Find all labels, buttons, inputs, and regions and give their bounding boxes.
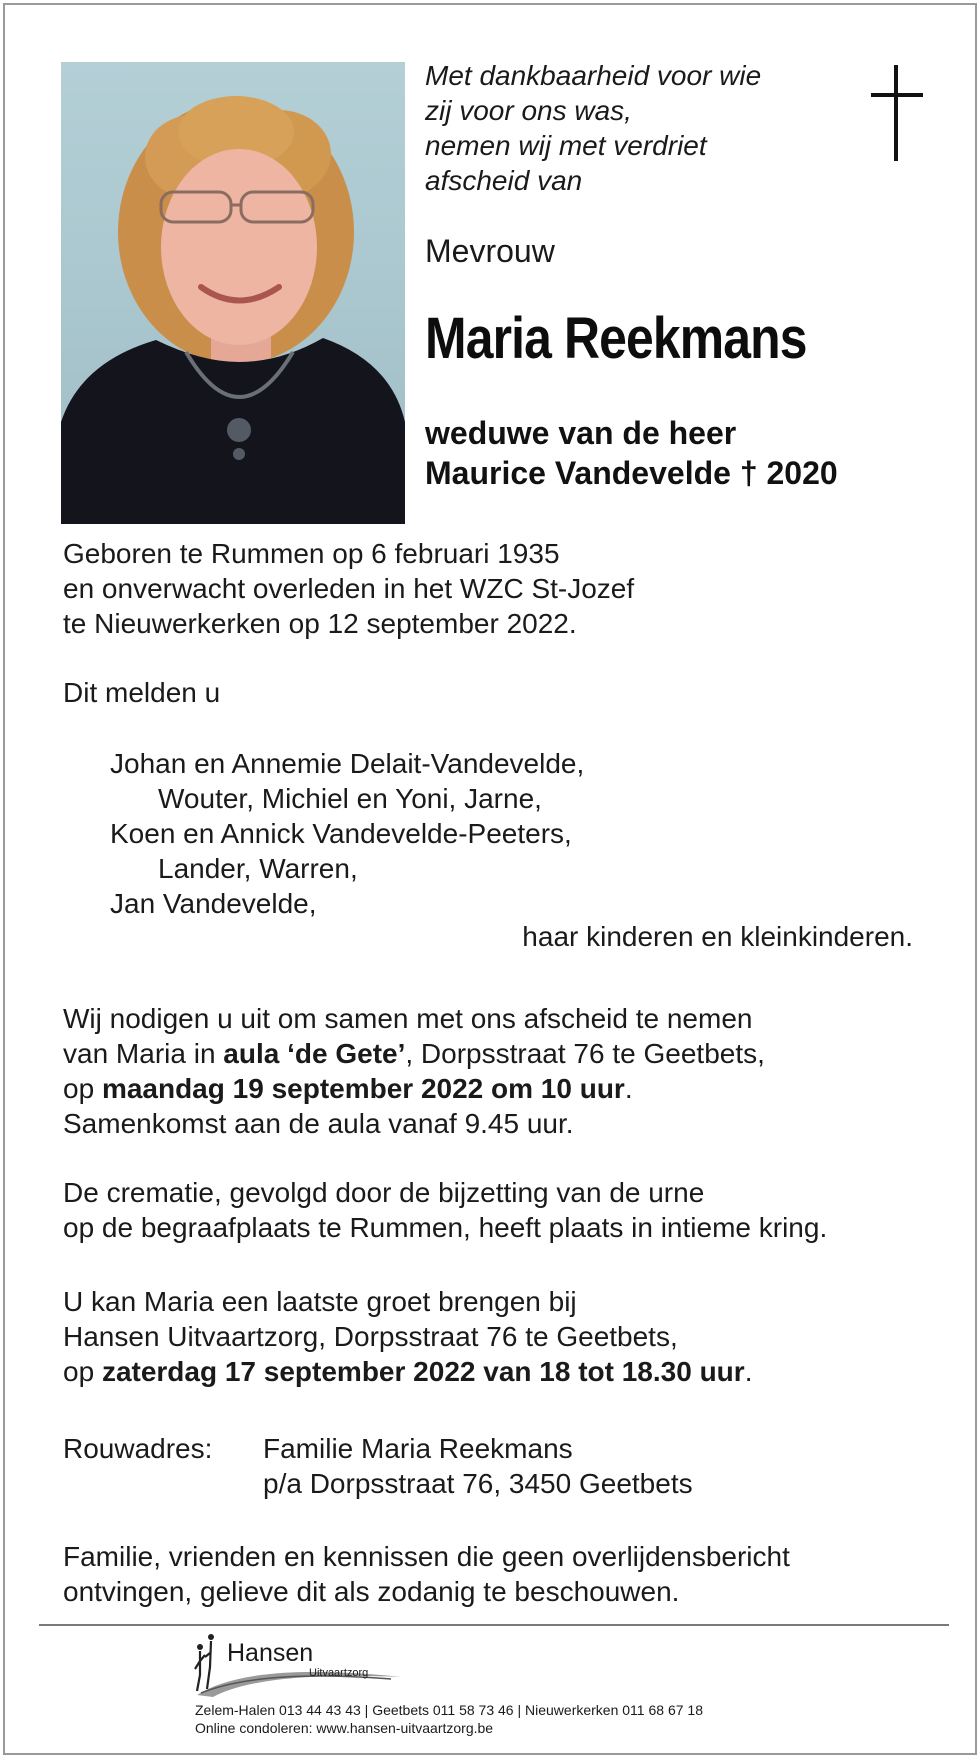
closing-note xyxy=(63,1539,790,1609)
intro-line: afscheid van xyxy=(425,165,583,196)
ceremony-text: . xyxy=(624,1073,633,1104)
address-label: Rouwadres: xyxy=(63,1433,213,1464)
ceremony-datetime: maandag 19 september 2022 om 10 uur xyxy=(101,1073,625,1104)
online-condolence-link[interactable]: Online condoleren: www.hansen-uitvaartzorg.be xyxy=(195,1720,494,1736)
spouse-info xyxy=(425,413,838,493)
ceremony-text: van Maria in xyxy=(63,1038,224,1069)
footer-contacts xyxy=(195,1701,703,1737)
ceremony-line xyxy=(63,1071,765,1106)
birth-death-details xyxy=(63,536,634,641)
visit-datetime: zaterdag 17 september 2022 van 18 tot 18.30 uur xyxy=(101,1356,745,1387)
family-member: Jan Vandevelde, xyxy=(110,888,317,919)
visit-text: . xyxy=(744,1356,753,1387)
family-member: Koen en Annick Vandevelde-Peeters, xyxy=(110,818,572,849)
intro-line: zij voor ons was, xyxy=(425,95,632,126)
ceremony-line xyxy=(63,1036,765,1071)
family-member: Wouter, Michiel en Yoni, Jarne, xyxy=(158,783,542,814)
address-lines xyxy=(263,1431,693,1501)
contact-phones: Zelem-Halen 013 44 43 43 | Geetbets 011 58 73 46 | Nieuwerkerken 011 68 67 18 xyxy=(195,1702,703,1718)
obituary-card xyxy=(3,3,977,1755)
spouse-line: Maurice Vandevelde † 2020 xyxy=(425,455,838,491)
footer-divider xyxy=(39,1624,949,1626)
cremation-line: De crematie, gevolgd door de bijzetting van de urne xyxy=(63,1177,705,1208)
ceremony-text: op xyxy=(63,1073,102,1104)
portrait-photo xyxy=(61,62,405,524)
ceremony-venue: aula ‘de Gete’ xyxy=(223,1038,406,1069)
intro-text xyxy=(425,58,845,198)
logo-name: Hansen xyxy=(227,1639,314,1667)
cremation-line: op de begraafplaats te Rummen, heeft plaats in intieme kring. xyxy=(63,1212,828,1243)
visit-line: U kan Maria een laatste groet brengen bij xyxy=(63,1286,577,1317)
deceased-name: Maria Reekmans xyxy=(425,306,807,371)
salutation: Mevrouw xyxy=(425,233,555,269)
closing-line: Familie, vrienden en kennissen die geen overlijdensbericht xyxy=(63,1541,790,1572)
ceremony-line: Samenkomst aan de aula vanaf 9.45 uur. xyxy=(63,1108,574,1139)
address-line: Familie Maria Reekmans xyxy=(263,1433,573,1464)
ceremony-text: , Dorpsstraat 76 te Geetbets, xyxy=(405,1038,765,1069)
family-member: Johan en Annemie Delait-Vandevelde, xyxy=(110,748,585,779)
visit-line: Hansen Uitvaartzorg, Dorpsstraat 76 te Geetbets, xyxy=(63,1321,678,1352)
intro-line: Met dankbaarheid voor wie xyxy=(425,60,762,91)
visit-text: op xyxy=(63,1356,102,1387)
announce-text: Dit melden u xyxy=(63,677,221,708)
family-list xyxy=(110,746,584,921)
visit-details xyxy=(63,1284,752,1389)
spouse-line: weduwe van de heer xyxy=(425,415,737,451)
visit-line xyxy=(63,1354,752,1389)
logo-subtitle: Uitvaartzorg xyxy=(309,1667,369,1679)
cross-icon xyxy=(867,65,927,165)
birth-line: en onverwacht overleden in het WZC St-Jozef xyxy=(63,573,635,604)
birth-line: Geboren te Rummen op 6 februari 1935 xyxy=(63,538,560,569)
intro-line: nemen wij met verdriet xyxy=(425,130,707,161)
cremation-details xyxy=(63,1175,827,1245)
ceremony-line: Wij nodigen u uit om samen met ons afscheid te nemen xyxy=(63,1003,753,1034)
family-member: Lander, Warren, xyxy=(158,853,358,884)
address-line: p/a Dorpsstraat 76, 3450 Geetbets xyxy=(263,1468,693,1499)
birth-line: te Nieuwerkerken op 12 september 2022. xyxy=(63,608,577,639)
closing-line: ontvingen, gelieve dit als zodanig te beschouwen. xyxy=(63,1576,680,1607)
family-relation: haar kinderen en kleinkinderen. xyxy=(522,921,913,952)
ceremony-details xyxy=(63,1001,765,1141)
